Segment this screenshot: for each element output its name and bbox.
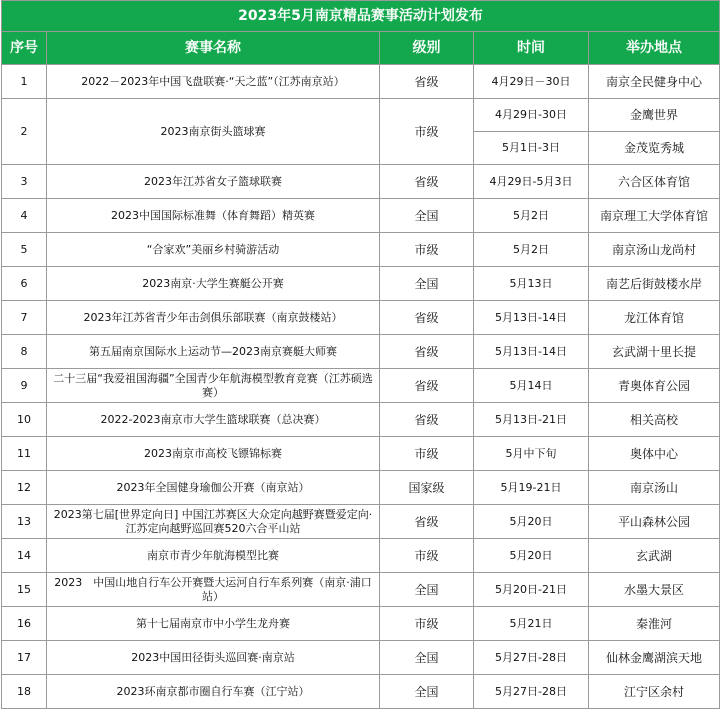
- event-level[interactable]: 国家级: [380, 471, 474, 505]
- event-name[interactable]: 2023环南京都市圈自行车赛（江宁站）: [47, 675, 380, 709]
- event-time[interactable]: 5月13日-14日: [474, 301, 589, 335]
- row-number[interactable]: 2: [2, 99, 47, 165]
- row-number[interactable]: 9: [2, 369, 47, 403]
- row-number[interactable]: 14: [2, 539, 47, 573]
- header-venue[interactable]: 举办地点: [589, 32, 720, 65]
- row-number[interactable]: 5: [2, 233, 47, 267]
- row-number[interactable]: 1: [2, 65, 47, 99]
- event-name[interactable]: 南京市青少年航海模型比赛: [47, 539, 380, 573]
- event-time[interactable]: 5月13日-21日: [474, 403, 589, 437]
- table-row: [2, 267, 720, 301]
- header-level[interactable]: 级别: [380, 32, 474, 65]
- event-venue[interactable]: 玄武湖: [589, 539, 720, 573]
- table-row: [2, 369, 720, 403]
- row-number[interactable]: 12: [2, 471, 47, 505]
- event-venue[interactable]: 水墨大景区: [589, 573, 720, 607]
- event-time[interactable]: 5月2日: [474, 199, 589, 233]
- event-venue[interactable]: 南艺后街鼓楼水岸: [589, 267, 720, 301]
- event-venue[interactable]: 六合区体育馆: [589, 165, 720, 199]
- event-name[interactable]: 第十七届南京市中小学生龙舟赛: [47, 607, 380, 641]
- table-row: [2, 99, 720, 132]
- event-venue[interactable]: 秦淮河: [589, 607, 720, 641]
- table-row: [2, 675, 720, 709]
- event-time[interactable]: 5月27日-28日: [474, 675, 589, 709]
- event-time[interactable]: 5月14日: [474, 369, 589, 403]
- event-name[interactable]: 二十三届“我爱祖国海疆”全国青少年航海模型教育竞赛（江苏硕选赛）: [47, 369, 380, 403]
- event-venue[interactable]: 平山森林公园: [589, 505, 720, 539]
- event-level[interactable]: 全国: [380, 199, 474, 233]
- event-name[interactable]: 2023年江苏省青少年击剑俱乐部联赛（南京鼓楼站）: [47, 301, 380, 335]
- event-venue[interactable]: 青奥体育公园: [589, 369, 720, 403]
- event-level[interactable]: 省级: [380, 301, 474, 335]
- event-level[interactable]: 省级: [380, 165, 474, 199]
- event-venue[interactable]: 金茂览秀城: [589, 132, 720, 165]
- table-row: [2, 199, 720, 233]
- event-name[interactable]: 2023中国田径街头巡回赛·南京站: [47, 641, 380, 675]
- table-row: [2, 403, 720, 437]
- event-level[interactable]: 市级: [380, 99, 474, 165]
- event-level[interactable]: 省级: [380, 369, 474, 403]
- event-time[interactable]: 5月1日-3日: [474, 132, 589, 165]
- events-table: [1, 0, 720, 709]
- event-time[interactable]: 5月20日: [474, 505, 589, 539]
- event-name[interactable]: 2022－2023年中国飞盘联赛·“天之蓝”（江苏南京站）: [47, 65, 380, 99]
- row-number[interactable]: 16: [2, 607, 47, 641]
- event-time[interactable]: 5月27日-28日: [474, 641, 589, 675]
- event-time[interactable]: 5月中下旬: [474, 437, 589, 471]
- event-level[interactable]: 全国: [380, 267, 474, 301]
- row-number[interactable]: 18: [2, 675, 47, 709]
- header-no[interactable]: 序号: [2, 32, 47, 65]
- event-name[interactable]: 2023南京街头篮球赛: [47, 99, 380, 165]
- event-name[interactable]: 2023南京·大学生赛艇公开赛: [47, 267, 380, 301]
- event-time[interactable]: 5月20日: [474, 539, 589, 573]
- event-time[interactable]: 5月13日: [474, 267, 589, 301]
- table-row: [2, 471, 720, 505]
- table-row: [2, 65, 720, 99]
- event-level[interactable]: 市级: [380, 233, 474, 267]
- event-venue[interactable]: 南京汤山龙尚村: [589, 233, 720, 267]
- table-row: [2, 505, 720, 539]
- event-name[interactable]: 2022-2023南京市大学生篮球联赛（总决赛）: [47, 403, 380, 437]
- event-level[interactable]: 市级: [380, 607, 474, 641]
- event-time[interactable]: 5月20日-21日: [474, 573, 589, 607]
- event-name[interactable]: 第五届南京国际水上运动节—2023南京赛艇大师赛: [47, 335, 380, 369]
- event-level[interactable]: 省级: [380, 335, 474, 369]
- event-venue[interactable]: 仙林金鹰湖滨天地: [589, 641, 720, 675]
- event-time[interactable]: 4月29日-5月3日: [474, 165, 589, 199]
- table-row: [2, 301, 720, 335]
- event-name[interactable]: 2023第七届[世界定向日] 中国江苏赛区大众定向越野赛暨爱定向·江苏定向越野巡回赛520六合平山站: [47, 505, 380, 539]
- table-row: [2, 165, 720, 199]
- event-name[interactable]: 2023中国国际标准舞（体育舞蹈）精英赛: [47, 199, 380, 233]
- event-venue[interactable]: 金鹰世界: [589, 99, 720, 132]
- event-time[interactable]: 5月2日: [474, 233, 589, 267]
- row-number[interactable]: 6: [2, 267, 47, 301]
- table-row: [2, 335, 720, 369]
- event-name[interactable]: 2023年全国健身瑜伽公开赛（南京站）: [47, 471, 380, 505]
- table-row: [2, 437, 720, 471]
- event-level[interactable]: 省级: [380, 65, 474, 99]
- event-name[interactable]: “合家欢”美丽乡村骑游活动: [47, 233, 380, 267]
- table-title[interactable]: 2023年5月南京精品赛事活动计划发布: [2, 1, 720, 32]
- table-row: [2, 539, 720, 573]
- row-number[interactable]: 8: [2, 335, 47, 369]
- event-time[interactable]: 5月19-21日: [474, 471, 589, 505]
- event-name[interactable]: 2023年江苏省女子篮球联赛: [47, 165, 380, 199]
- event-time[interactable]: 5月13日-14日: [474, 335, 589, 369]
- event-name[interactable]: 2023南京市高校飞镖锦标赛: [47, 437, 380, 471]
- row-number[interactable]: 7: [2, 301, 47, 335]
- event-venue[interactable]: 江宁区余村: [589, 675, 720, 709]
- row-number[interactable]: 3: [2, 165, 47, 199]
- event-level[interactable]: 全国: [380, 641, 474, 675]
- event-venue[interactable]: 龙江体育馆: [589, 301, 720, 335]
- event-time[interactable]: 4月29日-30日: [474, 99, 589, 132]
- table-row: [2, 573, 720, 607]
- event-time[interactable]: 5月21日: [474, 607, 589, 641]
- table-row: [2, 607, 720, 641]
- row-number[interactable]: 4: [2, 199, 47, 233]
- event-venue[interactable]: 玄武湖十里长提: [589, 335, 720, 369]
- event-name[interactable]: 2023 中国山地自行车公开赛暨大运河自行车系列赛（南京·浦口站）: [47, 573, 380, 607]
- table-row: [2, 233, 720, 267]
- event-level[interactable]: 全国: [380, 675, 474, 709]
- event-time[interactable]: 4月29日－30日: [474, 65, 589, 99]
- event-level[interactable]: 省级: [380, 505, 474, 539]
- header-row: [2, 32, 720, 65]
- row-number[interactable]: 17: [2, 641, 47, 675]
- header-time[interactable]: 时间: [474, 32, 589, 65]
- event-venue[interactable]: 南京全民健身中心: [589, 65, 720, 99]
- event-venue[interactable]: 南京理工大学体育馆: [589, 199, 720, 233]
- event-venue[interactable]: 奥体中心: [589, 437, 720, 471]
- table-row: [2, 641, 720, 675]
- title-row: [2, 1, 720, 32]
- header-name[interactable]: 赛事名称: [47, 32, 380, 65]
- event-level[interactable]: 省级: [380, 403, 474, 437]
- row-number[interactable]: 15: [2, 573, 47, 607]
- row-number[interactable]: 13: [2, 505, 47, 539]
- event-level[interactable]: 市级: [380, 437, 474, 471]
- event-venue[interactable]: 相关高校: [589, 403, 720, 437]
- event-level[interactable]: 全国: [380, 573, 474, 607]
- row-number[interactable]: 11: [2, 437, 47, 471]
- event-venue[interactable]: 南京汤山: [589, 471, 720, 505]
- row-number[interactable]: 10: [2, 403, 47, 437]
- event-level[interactable]: 市级: [380, 539, 474, 573]
